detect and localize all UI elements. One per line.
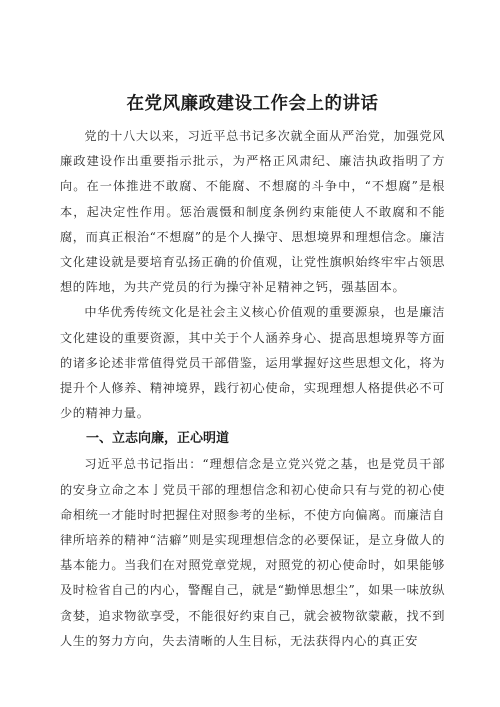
- section-heading: 一、立志向廉，正心明道: [86, 431, 230, 447]
- body-paragraph: 党的十八大以来，习近平总书记多次就全面从严治党，加强党风廉政建设作出重要指示批示，为严格正风肃纪、廉洁执政指明了方向。在一体推进不敢腐、不能腐、不想腐的斗争中，“不想腐”是根本，起决定性作用。惩治震慑和制度条例约束能使人不敢腐和不能腐，而真正根治“不想腐”的是个人操守、思想境界和理想信念。廉洁文化建设就是要培育弘扬正确的价值观，让党性旗帜始终牢牢占领思想的阵地，为共产党员的行为操守补足精神之钙，强基固本。: [60, 129, 445, 295]
- document-title: 在党风廉政建设工作会上的讲话: [126, 94, 379, 114]
- body-paragraph: 中华优秀传统文化是社会主义核心价值观的重要源泉，也是廉洁文化建设的重要资源，其中关于个人涵养身心、提高思想境界等方面的诸多论述非常值得党员干部借鉴，运用掌握好这些思想文化，将为提升个人修养、精神境界，践行初心使命，实现理想人格提供必不可少的精神力量。: [60, 305, 445, 421]
- body-paragraph: 习近平总书记指出：“理想信念是立党兴党之基，也是党员干部的安身立命之本亅党员干部的理想信念和初心使命只有与党的初心使命相统一才能时时把握住对照参考的坐标，不使方向偏离。而廉洁自律所培养的精神“洁癖”则是实现理想信念的必要保证，是立身做人的基本能力。当我们在对照党章党规，对照党的初心使命时，如果能够及时检省自己的内心，警醒自己，就是“勤惮思想尘”，如果一味放纵贪婪，追求物欲享受，不能很好约束自己，就会被物欲蒙蔽，找不到人生的努力方向，失去清晰的人生目标，无法获得内心的真正安: [60, 457, 445, 648]
- document-page: [60, 92, 445, 654]
